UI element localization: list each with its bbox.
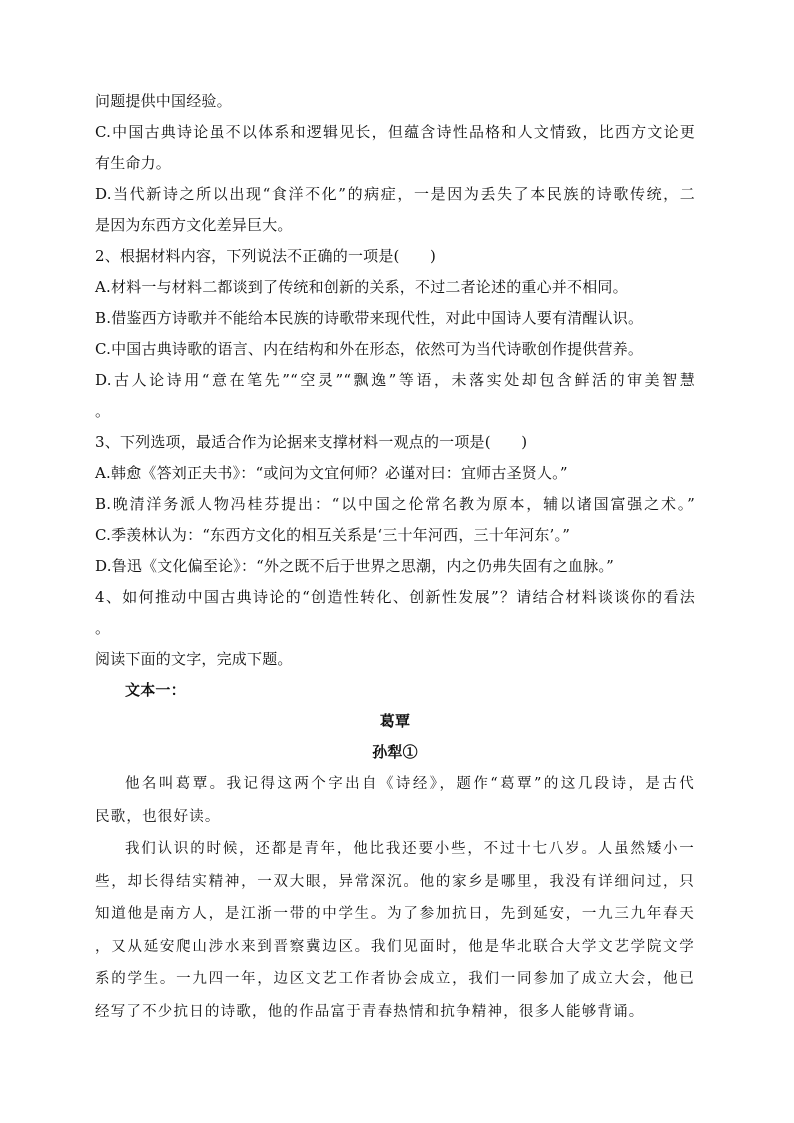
option-a: A.材料一与材料二都谈到了传统和创新的关系，不过二者论述的重心并不相同。	[95, 278, 628, 296]
paragraph-line: 系的学生。一九四一年，边区文艺工作者协会成立，我们一同参加了成立大会，他已	[95, 971, 695, 987]
option-b: B.晚清洋务派人物冯桂芬提出：“以中国之伦常名教为原本，辅以诸国富强之术。”	[95, 495, 695, 513]
question-4-stem: 4、如何推动中国古典诗论的“创造性转化、创新性发展”？请结合材料谈谈你的看法	[95, 588, 695, 606]
option-b: B.借鉴西方诗歌并不能给本民族的诗歌带来现代性，对此中国诗人要有清醒认识。	[95, 309, 644, 327]
reading-instruction: 阅读下面的文字，完成下题。	[95, 650, 293, 668]
paragraph-line: 我们认识的时候，还都是青年，他比我还要小些，不过十七八岁。人虽然矮小一	[125, 841, 695, 857]
text-line: 。	[95, 619, 111, 637]
article-title: 葛覃	[379, 712, 411, 730]
option-c: C.中国古典诗歌的语言、内在结构和外在形态，依然可为当代诗歌创作提供营养。	[95, 340, 644, 358]
paragraph-line: 他名叫葛覃。我记得这两个字出自《诗经》，题作“葛覃”的这几段诗，是古代	[125, 776, 695, 792]
question-section	[95, 86, 695, 675]
paragraph-line: ，又从延安爬山涉水来到晋察冀边区。我们见面时，他是华北联合大学文艺学院文学	[95, 938, 695, 955]
option-d: D.古人论诗用“意在笔先”“空灵”“飘逸”等语，未落实处却包含鲜活的审美智慧	[95, 371, 695, 389]
article-author: 孙犁①	[372, 743, 418, 761]
document-page	[95, 86, 695, 1028]
question-3-stem: 3、下列选项，最适合作为论据来支撑材料一观点的一项是( )	[95, 433, 528, 451]
paragraph-line: 些，却长得结实精神，一双大眼，异常深沉。他的家乡是哪里，我没有详细问过，只	[95, 873, 695, 890]
option-c: C.季羡林认为：“东西方文化的相互关系是‘三十年河西，三十年河东’。”	[95, 526, 571, 544]
text-line: C.中国古典诗论虽不以体系和逻辑见长，但蕴含诗性品格和人文情致，比西方文论更	[95, 123, 695, 141]
text-line: 问题提供中国经验。	[95, 92, 232, 110]
text-line: 有生命力。	[95, 154, 172, 172]
text-line: D.当代新诗之所以出现“食洋不化”的病症，一是因为丢失了本民族的诗歌传统，二	[95, 185, 695, 203]
text-line: 。	[95, 402, 111, 420]
text-line: 是因为东西方文化差异巨大。	[95, 216, 293, 234]
option-a: A.韩愈《答刘正夫书》：“或问为文宜何师？必谨对曰：宜师古圣贤人。”	[95, 464, 568, 482]
paragraph-line: 经写了不少抗日的诗歌，他的作品富于青春热情和抗争精神，很多人能够背诵。	[95, 1003, 645, 1020]
text-one-section	[95, 675, 695, 1028]
article-body	[95, 768, 695, 1028]
text-one-label: 文本一：	[125, 681, 186, 699]
paragraph-line: 民歌，也很好读。	[95, 808, 221, 825]
question-2-stem: 2、根据材料内容，下列说法不正确的一项是( )	[95, 247, 437, 265]
paragraph-line: 知道他是南方人，是江浙一带的中学生。为了参加抗日，先到延安，一九三九年春天	[95, 906, 695, 922]
option-d: D.鲁迅《文化偏至论》：“外之既不后于世界之思潮，内之仍弗失固有之血脉。”	[95, 557, 615, 575]
